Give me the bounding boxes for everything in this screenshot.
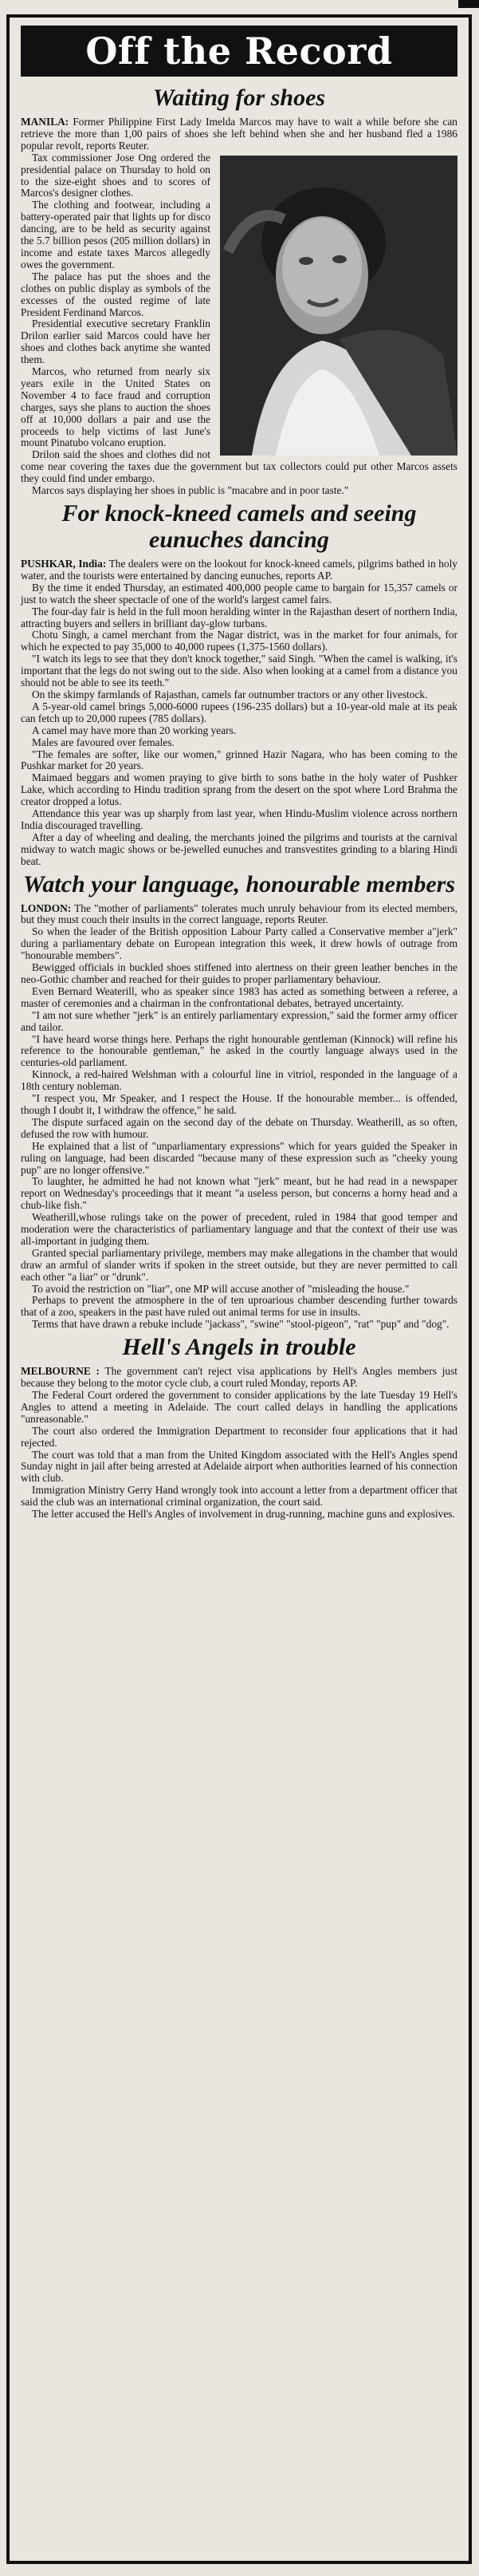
story-paragraph: Chotu Singh, a camel merchant from the Nagar district, was in the market for four animals, for which he expected to pay 35,000 to 40,000 rupees (1,375-1560 dollars). xyxy=(21,629,457,653)
story-paragraph: A camel may have more than 20 working years. xyxy=(32,724,237,736)
story-paragraph: "I watch its legs to see that they don't knock together," said Singh. "When the camel is walking, it's important that the legs do not swing out to the side. Also when looking at a camel from a distance you should not be able to see its teeth." xyxy=(21,653,457,689)
story-paragraph: Marcos, who returned from nearly six years exile in the United States on November 4 to face fraud and corruption charges, says she plans to auction the shoes off at 10,000 dollars a pair and use the proceeds to help victims of last June's mount Pinatubo volcano eruption. xyxy=(21,365,210,449)
top-edge-strip xyxy=(0,0,479,8)
story-paragraph: Kinnock, a red-haired Welshman with a colourful line in vitriol, responded in the language of a 18th century nobleman. xyxy=(21,1068,457,1093)
story-paragraph: Weatherill,whose rulings take on the power of precedent, ruled in 1984 that good temper and moderation were the characteristics of parliamentary language and that the context of their use was all-important in judging them. xyxy=(21,1211,457,1247)
story-paragraph: Attendance this year was up sharply from last year, when Hindu-Muslim violence across northern India discouraged travelling. xyxy=(21,807,457,831)
story-paragraph: The palace has put the shoes and the clothes on public display as symbols of the excesses of the ousted regime of late President Ferdinand Marcos. xyxy=(21,270,210,318)
story-paragraph: LONDON: The "mother of parliaments" tolerates much unruly behaviour from its elected members, but they must couch their insults in the correct language, reports Reuter. xyxy=(21,901,458,926)
story-paragraph: Granted special parliamentary privilege, members may make allegations in the chamber that would draw an armful of slander writs if spoken in the street outside, but they are never permitted to call each other "a liar" or "drunk". xyxy=(21,1246,457,1283)
story-watch-your-language xyxy=(21,871,457,1331)
story-paragraph: Immigration Ministry Gerry Hand wrongly took into account a letter from a department officer that said the club was an international criminal organization, the court said. xyxy=(21,1484,457,1509)
story-paragraph: The court was told that a man from the United Kingdom associated with the Hell's Angles spend Sunday night in jail after being arrested at Adelaide airport when authorities learned of his connection with club. xyxy=(21,1448,457,1485)
story-paragraph: "The females are softer, like our women," grinned Hazir Nagara, who has been coming to the Pushkar market for 20 years. xyxy=(21,748,457,772)
story-paragraph: Marcos says displaying her shoes in public is "macabre and in poor taste." xyxy=(32,484,349,497)
photo-illustration xyxy=(220,156,457,456)
story-hells-angels xyxy=(21,1334,457,1521)
column-masthead: Off the Record xyxy=(21,26,457,77)
story-paragraph: "I am not sure whether "jerk" is an entirely parliamentary expression," said the former army officer and tailor. xyxy=(21,1008,457,1033)
news-photo xyxy=(220,156,457,456)
off-the-record-column xyxy=(6,14,472,2564)
story-paragraph: On the skimpy farmlands of Rajasthan, camels far outnumber tractors or any other livestock. xyxy=(32,688,428,700)
story-headline: Watch your language, honourable members xyxy=(22,870,455,897)
story-dateline: LONDON: xyxy=(21,901,72,914)
story-paragraph: So when the leader of the British opposition Labour Party called a Conservative member a"jerk" during a parliamentary debate on European integration this week, it drew howls of outrage from "honourable members". xyxy=(21,925,457,962)
story-paragraph: The letter accused the Hell's Angles of involvement in drug-running, machine guns and explosives. xyxy=(32,1508,455,1521)
story-paragraph: Presidential executive secretary Franklin Drilon earlier said Marcos could have her shoes and clothes back anytime she wanted them. xyxy=(21,318,210,366)
story-paragraph: Terms that have drawn a rebuke include "jackass", "swine" "stool-pigeon", "rat" "pup" and "dog". xyxy=(32,1318,450,1331)
story-paragraph: Even Bernard Weaterill, who as speaker since 1983 has acted as something between a referee, a master of ceremonies and a chairman in the confrontational debates, betrayed uncertainty. xyxy=(21,984,457,1009)
story-paragraph: The dispute surfaced again on the second day of the debate on Thursday. Weatherill, as so often, defused the row with humour. xyxy=(21,1115,457,1140)
story-paragraph: Maimaed beggars and women praying to give birth to sons bathe in the holy water of Pushker Lake, which according to Hindu tradition sprang from the desert on the spot where Lord Brahma the creator dropped a lotus. xyxy=(21,771,457,808)
story-paragraph: Perhaps to prevent the atmosphere in the of ten uproarious chamber descending further towards that of a zoo, speakers in the past have ruled out animal terms for use in insults. xyxy=(21,1294,457,1319)
story-paragraph: Males are favoured over females. xyxy=(32,736,175,748)
story-paragraph: Tax commissioner Jose Ong ordered the presidential palace on Thursday to hold on to the size-eight shoes and to scores of Marcos's designer clothes. xyxy=(21,151,210,199)
story-headline: For knock-kneed camels and seeing eunuches dancing xyxy=(61,500,417,553)
story-paragraph: The court also ordered the Immigration Department to reconsider four applications that it had rejected. xyxy=(21,1424,457,1449)
story-dateline: MELBOURNE : xyxy=(21,1365,100,1378)
story-paragraph: He explained that a list of "unparliamentary expressions" which for years guided the Speaker in ruling on language, had been discarded "because many of these expression such as "cheeky young pup" are no longer offensive." xyxy=(21,1139,457,1176)
story-paragraph: MANILA: Former Philippine First Lady Imelda Marcos may have to wait a while before she can retrieve the more than 1,00 pairs of shoes she left behind when she and her husband fled a 1986 popular revolt, reports Reuter. xyxy=(21,116,457,152)
story-paragraph: "I have heard worse things here. Perhaps the right honourable gentleman (Kinnock) will refine his reference to the honourable gentleman," he asked in the courtly language always used in the centuries-old parliament. xyxy=(21,1032,457,1069)
story-paragraph: By the time it ended Thursday, an estimated 400,000 people came to bargain for 15,357 camels or just to watch the sheer spectacle of one of the world's largest camel fairs. xyxy=(21,581,457,606)
story-headline: Hell's Angels in trouble xyxy=(122,1334,356,1361)
story-paragraph: Drilon said the shoes and clothes did not come near covering the taxes due the government but tax collectors could put other Marcos assets they could find under embargo. xyxy=(21,448,457,485)
story-paragraph: After a day of wheeling and dealing, the merchants joined the pilgrims and tourists at the carnival midway to watch magic shows or be-jewelled eunuches and transvestites grinding to a blaring Hindi beat. xyxy=(21,830,457,867)
story-paragraph: The four-day fair is held in the full moon heralding winter in the Rajasthan desert of northern India, attracting buyers and sellers in brilliant day-glow turbans. xyxy=(21,605,457,629)
story-dateline: PUSHKAR, India: xyxy=(21,558,107,570)
story-paragraph: "I respect you, Mr Speaker, and I respect the House. If the honourable member... is offended, though I doubt it, I withdraw the offence," he said. xyxy=(21,1092,457,1116)
story-paragraph: MELBOURNE : The government can't reject visa applications by Hell's Angles members just because they belong to the motor cycle club, a court ruled Monday, reports AP. xyxy=(21,1365,457,1390)
ink-mark xyxy=(458,0,479,8)
story-paragraph: PUSHKAR, India: The dealers were on the lookout for knock-kneed camels, pilgrims bathed in holy water, and the tourists were entertained by dancing eunuches, reports AP. xyxy=(21,558,457,582)
story-dateline: MANILA: xyxy=(21,116,69,128)
story-waiting-for-shoes xyxy=(21,85,457,497)
story-paragraph: The Federal Court ordered the government to consider applications by the late Tuesday 19 Hell's Angles to attend a meeting in Adelaide. The court called delays in handling the applications "unreasonable." xyxy=(21,1389,457,1425)
story-paragraph: A 5-year-old camel brings 5,000-6000 rupees (196-235 dollars) but a 10-year-old male at its peak can fetch up to 20,000 rupees (785 dollars). xyxy=(21,700,457,724)
story-headline: Waiting for shoes xyxy=(152,85,326,111)
story-paragraph: The clothing and footwear, including a battery-operated pair that lights up for disco dancing, are to be held as security against the 5.7 billion pesos (205 million dollars) in income and estate taxes Marcos allegedly owes the government. xyxy=(21,199,210,270)
story-knock-kneed-camels xyxy=(21,500,457,868)
story-paragraph: Bewigged officials in buckled shoes stiffened into alertness on their green leather benches in the neo-Gothic chamber and reached for their guides to proper parliamentary behaviour. xyxy=(21,961,457,985)
story-paragraph: To laughter, he admitted he had not known what "jerk" meant, but he had read in a newspaper report on Wednesday's proceedings that it meant "a useless person, but concerns a horny head and a chub-like fish." xyxy=(21,1175,457,1212)
story-paragraph: To avoid the restriction on "liar", one MP will accuse another of "misleading the house." xyxy=(32,1282,410,1295)
